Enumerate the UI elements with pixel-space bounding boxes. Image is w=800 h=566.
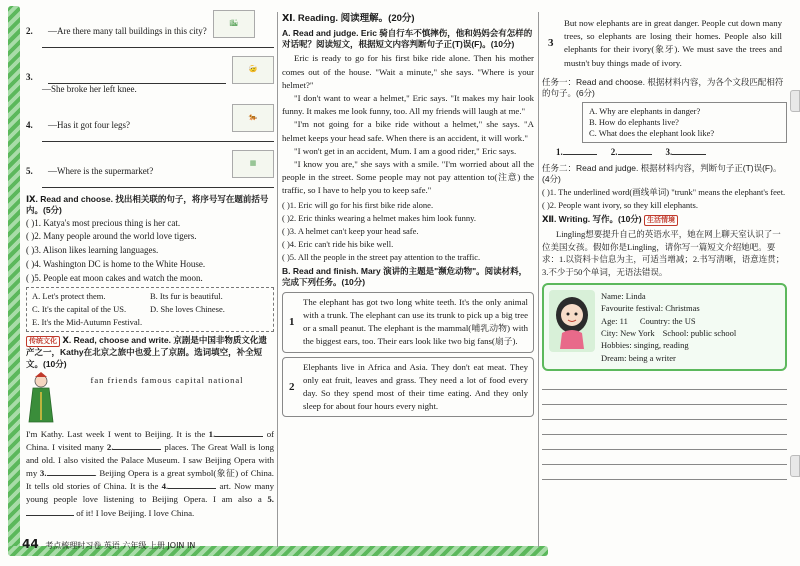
blank-number: 5.: [267, 494, 274, 505]
writing-line[interactable]: [542, 435, 787, 450]
task-1-answers: [556, 147, 787, 159]
option: C. It's the capital of the US.: [32, 304, 127, 315]
profile-city: City: New York: [601, 327, 655, 338]
writing-line[interactable]: [542, 465, 787, 480]
side-tab: [790, 90, 800, 112]
page-footer: [22, 537, 195, 553]
question-text: —Are there many tall buildings in this city?: [48, 26, 207, 37]
story-text: But now elephants are in great danger. People cut down many trees, so elephants are losing their homes. People also kill elephants for their ivory(象牙). We must save the trees and mustn't buy things made of ivory.: [564, 18, 782, 68]
section-12-title: [542, 214, 787, 226]
option: D. She loves Chinese.: [150, 304, 225, 315]
option: C. What does the elephant look like?: [589, 127, 715, 138]
judge-item[interactable]: ( )2. People want ivory, so they kill elephants.: [542, 199, 698, 210]
story-box-1: [282, 292, 534, 353]
blank-2[interactable]: [113, 449, 161, 450]
part-a-title: A. Read and judge. Eric 骑自行车不慎摔伤，他和妈妈会有怎样的对话呢？阅读短文，根据短文内容判断句子正(T)误(F)。(10分): [282, 28, 533, 50]
profile-hobbies: Hobbies: singing, reading: [601, 340, 689, 351]
page-number: 44: [22, 537, 39, 551]
question-text: —Has it got four legs?: [48, 120, 130, 130]
question-item: [26, 104, 274, 142]
task-2-items: [542, 187, 787, 211]
option: B. How do elephants live?: [589, 116, 679, 127]
question-number: 4.: [26, 120, 33, 130]
options-box: [26, 287, 274, 332]
opera-performer-icon: [27, 372, 55, 428]
writing-line[interactable]: [542, 405, 787, 420]
blank-4[interactable]: [168, 488, 216, 489]
profile-festival: Favourite festival: Christmas: [601, 303, 700, 314]
passage-text: of it! I love Beijing. I love China.: [76, 507, 195, 518]
section-10-body: [26, 372, 274, 428]
word-bank-area: [60, 372, 274, 428]
section-11-title: Ⅺ. Reading. 阅读理解。(20分): [282, 13, 415, 24]
passage-text: of China. I visited many: [26, 428, 274, 452]
passage-text: places. The Great Wall is long and old. I also visited the Palace Museum. I saw Beijing Opera with my: [26, 441, 274, 479]
task-2-title: 任务二：Read and judge. 根据材料内容，判断句子正(T)误(F)。(4分): [542, 162, 782, 184]
answer-line[interactable]: [42, 38, 274, 48]
answer-label: 1.: [556, 146, 563, 157]
avatar: [549, 290, 595, 352]
passage-text: . Beijing Opera is a great symbol(象征) of China. It tells old stories of China. It is the: [26, 468, 274, 492]
match-item[interactable]: ( )1. Katya's most precious thing is her cat.: [26, 217, 181, 228]
blank-3[interactable]: [47, 475, 95, 476]
answer-label: 3.: [665, 146, 673, 157]
judge-item[interactable]: ( )2. Eric thinks wearing a helmet makes him look funny.: [282, 212, 476, 223]
blank-1[interactable]: [215, 436, 263, 437]
writing-line[interactable]: [542, 420, 787, 435]
cloze-passage: [26, 428, 274, 520]
writing-lines[interactable]: [542, 375, 787, 480]
profile-school: School: public school: [662, 327, 737, 338]
girl-fall-icon: 🤕: [232, 56, 274, 84]
story-number: 1: [289, 315, 295, 328]
judge-item[interactable]: ( )3. A helmet can't keep your head safe.: [282, 225, 419, 236]
story-box-2: [282, 357, 534, 418]
profile-info: [601, 290, 736, 364]
profile-age: Age: 11: [601, 315, 628, 326]
word-bank: fan friends famous capital national: [90, 374, 244, 385]
question-number: 2.: [26, 26, 33, 37]
judge-item[interactable]: ( )4. Eric can't ride his bike well.: [282, 238, 394, 249]
culture-badge: 传统文化: [26, 336, 60, 347]
section-10-title-text: Ⅹ. Read, choose and write. 京剧是中国非物质文化遗产之一，Kathy在北京之旅中也爱上了京剧。选词填空，补全短文。(10分): [26, 335, 267, 369]
paragraph: "I'm not going for a bike ride without a helmet," she says. "A helmet keeps your head safe. When there is an accident, it will work.": [282, 119, 534, 143]
question-item: [26, 150, 274, 188]
paragraph: "I know you are," she says with a smile. "I'm worried about all the people in the street. Some people may not pay attention to(注意) the traffic, so I have to help you to keep safe.": [282, 158, 534, 196]
column-left: [26, 10, 274, 540]
left-decorative-border: [8, 6, 20, 556]
answer-blank[interactable]: [563, 154, 597, 155]
column-divider: [277, 12, 278, 547]
question-item: [26, 56, 274, 96]
answer-blank[interactable]: [618, 154, 652, 155]
side-tab: [790, 455, 800, 477]
writing-line[interactable]: [542, 450, 787, 465]
option: A. Why are elephants in danger?: [589, 105, 701, 116]
question-text: —Where is the supermarket?: [48, 166, 154, 176]
section-12-title-text: Ⅻ. Writing. 写作。(10分): [542, 213, 642, 224]
answer-blank[interactable]: [672, 154, 706, 155]
opera-figure: [26, 372, 56, 428]
story-number: 2: [289, 380, 295, 393]
match-item[interactable]: ( )4. Washington DC is home to the White House.: [26, 258, 206, 269]
match-item[interactable]: ( )5. People eat moon cakes and watch the moon.: [26, 272, 203, 283]
passage-text: I'm Kathy. Last week I went to Beijing. It is the: [26, 428, 206, 439]
question-number: 5.: [26, 166, 33, 176]
answer-label: 2.: [610, 146, 618, 157]
life-badge: 生活情境: [644, 215, 678, 226]
section-9-items: [26, 218, 274, 284]
map-icon: ▦: [232, 150, 274, 178]
part-b-title: B. Read and finish. Mary 演讲的主题是"濒危动物"。阅读材料，完成下列任务。(10分): [282, 265, 528, 287]
writing-line[interactable]: [542, 375, 787, 390]
paragraph: "I don't want to wear a helmet," Eric says. "It makes my hair look funny. It makes me look funny, too. All my friends will laugh at me.": [282, 93, 534, 117]
part-a-passage: [282, 52, 534, 197]
column-divider: [538, 12, 539, 547]
story-number: 3: [548, 37, 554, 50]
blank-5[interactable]: [26, 515, 74, 516]
match-item[interactable]: ( )3. Alison likes learning languages.: [26, 245, 159, 256]
question-text: —She broke her left knee.: [42, 84, 137, 94]
paragraph: "I won't get in an accident, Mum. I am a good rider," Eric says.: [294, 145, 517, 156]
blank-number: 4.: [161, 481, 169, 492]
profile-country: Country: the US: [639, 315, 696, 326]
answer-line[interactable]: [42, 178, 274, 188]
blank-number: 2.: [106, 441, 114, 452]
blank-number: 1.: [208, 428, 216, 439]
writing-instructions: Lingling想要提升自己的英语水平，她在网上聊天室认识了一位美国女孩。假如你是Lingling，请你写一篇短文介绍她吧。要求：1.以资料卡信息为主，可适当增减；2.书写清晰，语意连贯；3.不少于50个单词，无语法错误。: [542, 228, 785, 278]
paragraph: Eric is ready to go for his first bike ride alone. Then his mother comes out of the house. "Wait a minute," she says. "Where is your helmet?": [282, 53, 534, 90]
option: B. Its fur is beautiful.: [150, 291, 223, 302]
story-text: The elephant has got two long white teeth. It's the only animal with a trunk. The elephant can use its trunk to pick up a big tree or a small peanut. The elephant is the mammal(哺乳动物) with the biggest ears, too. Their ears look like two big fans(扇子).: [303, 296, 528, 347]
match-item[interactable]: ( )2. Many people around the world love tigers.: [26, 231, 197, 242]
section-9-title: Ⅸ. Read and choose. 找出相关联的句子，将序号写在题前括号内。(5分): [26, 193, 269, 215]
profile-dream: Dream: being a writer: [601, 352, 676, 363]
answer-line[interactable]: [42, 132, 274, 142]
girl-avatar-icon: [552, 293, 592, 349]
option: A. Let's protect them.: [32, 291, 106, 302]
answer-line[interactable]: [48, 74, 226, 84]
city-icon: 🏙: [213, 10, 255, 38]
blank-number: 3.: [39, 468, 47, 479]
footer-text: 考点梳理时习卷 英语 六年级 上册 JOIN IN: [45, 541, 196, 550]
task-1-title: 任务一：Read and choose. 根据材料内容，为各个文段匹配相符的句子。(6分): [542, 76, 784, 98]
option: E. It's the Mid-Autumn Festival.: [32, 317, 143, 328]
judge-item[interactable]: ( )5. All the people in the street pay attention to the traffic.: [282, 251, 481, 262]
judge-item[interactable]: ( )1. Eric will go for his first bike ride alone.: [282, 199, 434, 210]
column-middle: [282, 10, 534, 540]
writing-line[interactable]: [542, 390, 787, 405]
story-text: Elephants live in Africa and Asia. They don't eat meat. They only eat fruit, leaves and grass. They need a lot of food every day. So they spend most of their time eating. And they only sleep for about four hours every night.: [303, 361, 528, 412]
task-1-options: [582, 102, 787, 143]
profile-name: Name: Linda: [601, 290, 646, 301]
question-item: [26, 10, 274, 48]
question-number: 3.: [26, 72, 33, 83]
tiger-icon: 🐅: [232, 104, 274, 132]
part-a-items: [282, 200, 534, 263]
column-right: [542, 10, 787, 540]
section-10-title: [26, 335, 274, 369]
profile-card: [542, 283, 787, 371]
story-box-3: [542, 14, 787, 73]
passage-text: art. Now many young people love listening to Beijing Opera. I am also a: [26, 481, 274, 505]
judge-item[interactable]: ( )1. The underlined word(画线单词) "trunk" means the elephant's feet.: [542, 186, 786, 197]
